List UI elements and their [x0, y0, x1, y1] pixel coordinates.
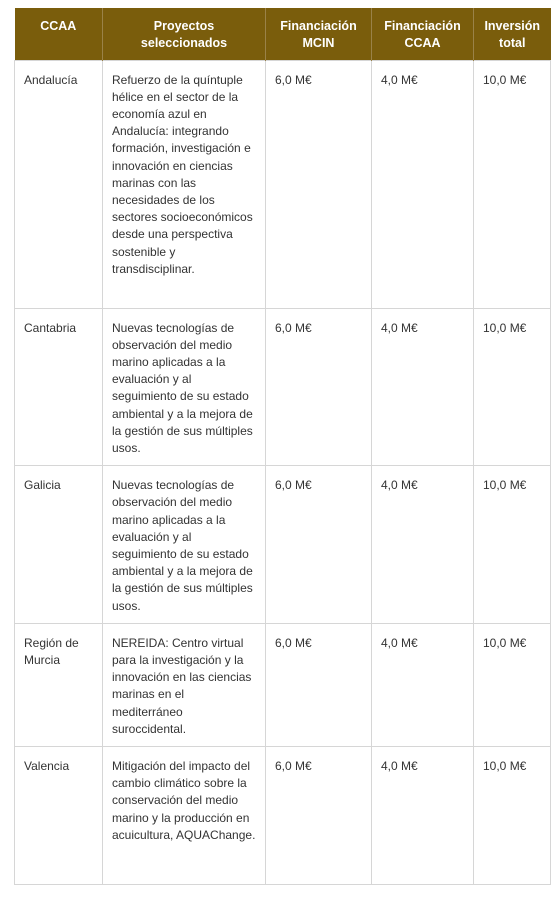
cell-financiacion-mcin: 6,0 M€: [266, 308, 372, 466]
cell-proyecto: Nuevas tecnologías de observación del medio marino aplicadas a la evaluación y al seguimiento de su estado ambiental y a la mejora de la gestión de sus múltiples usos.: [103, 466, 266, 624]
funding-table-container: [14, 8, 550, 885]
cell-financiacion-mcin: 6,0 M€: [266, 623, 372, 746]
cell-financiacion-mcin: 6,0 M€: [266, 60, 372, 308]
cell-financiacion-ccaa: 4,0 M€: [372, 746, 474, 884]
cell-financiacion-mcin: 6,0 M€: [266, 466, 372, 624]
cell-ccaa: Valencia: [15, 746, 103, 884]
cell-financiacion-ccaa: 4,0 M€: [372, 466, 474, 624]
cell-proyecto: Nuevas tecnologías de observación del medio marino aplicadas a la evaluación y al seguimiento de su estado ambiental y a la mejora de la gestión de sus múltiples usos.: [103, 308, 266, 466]
table-row: [15, 746, 551, 884]
header-inversion-total: Inversión total: [474, 8, 551, 60]
header-financiacion-ccaa: Financiación CCAA: [372, 8, 474, 60]
table-body: [15, 60, 551, 884]
cell-proyecto: NEREIDA: Centro virtual para la investigación y la innovación en las ciencias marinas en el mediterráneo suroccidental.: [103, 623, 266, 746]
header-ccaa: CCAA: [15, 8, 103, 60]
table-row: [15, 623, 551, 746]
funding-table: [14, 8, 551, 885]
header-proyectos: Proyectos seleccionados: [103, 8, 266, 60]
cell-proyecto: Refuerzo de la quíntuple hélice en el sector de la economía azul en Andalucía: integrando formación, investigación e innovación en ciencias marinas con las necesidades de los sectores socioeconómicos desde una perspectiva sostenible y transdisciplinar.: [103, 60, 266, 308]
cell-financiacion-ccaa: 4,0 M€: [372, 308, 474, 466]
header-row: [15, 8, 551, 60]
cell-ccaa: Galicia: [15, 466, 103, 624]
cell-inversion-total: 10,0 M€: [474, 746, 551, 884]
cell-inversion-total: 10,0 M€: [474, 623, 551, 746]
table-header: [15, 8, 551, 60]
cell-ccaa: Cantabria: [15, 308, 103, 466]
cell-ccaa: Andalucía: [15, 60, 103, 308]
cell-inversion-total: 10,0 M€: [474, 466, 551, 624]
cell-inversion-total: 10,0 M€: [474, 60, 551, 308]
cell-inversion-total: 10,0 M€: [474, 308, 551, 466]
table-row: [15, 308, 551, 466]
cell-financiacion-mcin: 6,0 M€: [266, 746, 372, 884]
cell-proyecto: Mitigación del impacto del cambio climático sobre la conservación del medio marino y la producción en acuicultura, AQUAChange.: [103, 746, 266, 884]
cell-financiacion-ccaa: 4,0 M€: [372, 60, 474, 308]
table-row: [15, 60, 551, 308]
cell-financiacion-ccaa: 4,0 M€: [372, 623, 474, 746]
header-financiacion-mcin: Financiación MCIN: [266, 8, 372, 60]
cell-ccaa: Región de Murcia: [15, 623, 103, 746]
table-row: [15, 466, 551, 624]
